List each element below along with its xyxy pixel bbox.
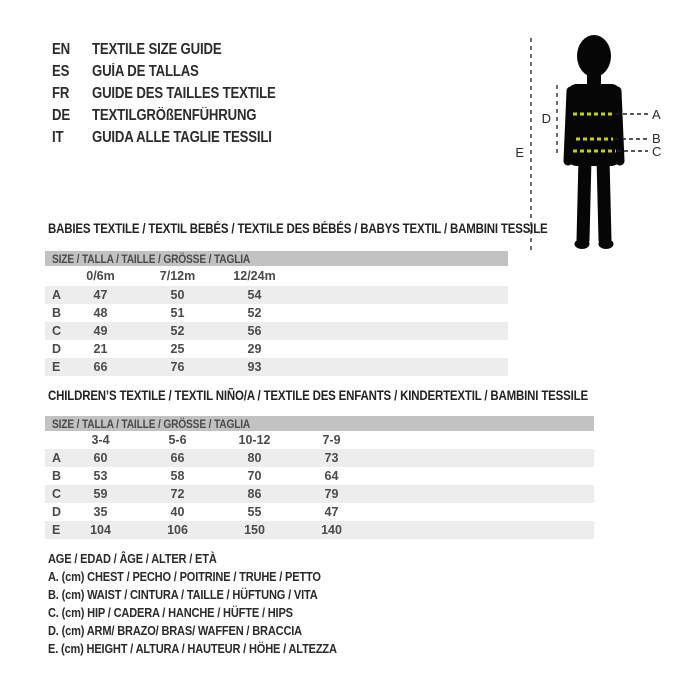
babies-row-E: E 66 76 93 bbox=[45, 358, 508, 376]
babies-row-B: B 48 51 52 bbox=[52, 306, 262, 320]
silhouette-foot-left bbox=[575, 239, 590, 249]
babies-column-header: 7/12m bbox=[159, 269, 196, 283]
figure-label-D: D bbox=[541, 111, 551, 126]
babies-column-header: 12/24m bbox=[233, 269, 276, 283]
language-title: GUIDA ALLE TAGLIE TESSILI bbox=[92, 129, 272, 146]
legend-age: AGE / EDAD / ÂGE / ALTER / ETÀ bbox=[48, 550, 217, 566]
language-row-de bbox=[52, 105, 308, 127]
figure-label-A: A bbox=[652, 107, 661, 122]
babies-table-title: BABIES TEXTILE / TEXTIL BEBÉS / TEXTILE DES BÉBÉS / BABYS TEXTIL / BAMBINI TESSILE bbox=[48, 221, 548, 236]
babies-age-columns-row bbox=[45, 266, 508, 286]
children-size-header-text: SIZE / TALLA / TAILLE / GRÖSSE / TAGLIA bbox=[52, 416, 251, 431]
language-title: GUIDE DES TAILLES TEXTILE bbox=[92, 85, 276, 102]
legend-hip: C. (cm) HIP / CADERA / HANCHE / HÜFTE / HIPS bbox=[48, 604, 293, 620]
children-row-E: E 104 106 150 140 bbox=[45, 521, 594, 539]
babies-column-header: 0/6m bbox=[86, 269, 115, 283]
language-title: TEXTILGRÖßENFÜHRUNG bbox=[92, 107, 257, 124]
babies-row-D: D 21 25 29 bbox=[52, 342, 262, 356]
children-column-header: 7-9 bbox=[322, 433, 341, 447]
language-title: TEXTILE SIZE GUIDE bbox=[92, 41, 222, 58]
language-code: FR bbox=[52, 85, 70, 102]
babies-size-header-bar bbox=[45, 251, 508, 266]
children-table bbox=[45, 431, 594, 539]
silhouette-foot-right bbox=[599, 239, 614, 249]
language-title: GUÍA DE TALLAS bbox=[92, 63, 199, 80]
babies-row-C: C 49 52 56 bbox=[45, 322, 508, 340]
language-row-it bbox=[52, 127, 308, 149]
legend-arm: D. (cm) ARM/ BRAZO/ BRAS/ WAFFEN / BRACCIA bbox=[48, 622, 302, 638]
children-row-A: A 60 66 80 73 bbox=[45, 449, 594, 467]
legend-chest: A. (cm) CHEST / PECHO / POITRINE / TRUHE / PETTO bbox=[48, 568, 321, 584]
language-title-list bbox=[52, 39, 308, 149]
children-row-C: C 59 72 86 79 bbox=[45, 485, 594, 503]
legend-waist: B. (cm) WAIST / CINTURA / TAILLE / HÜFTUNG / VITA bbox=[48, 586, 318, 602]
children-column-header: 10-12 bbox=[238, 433, 271, 447]
children-row-D: D 35 40 55 47 bbox=[52, 505, 339, 519]
children-size-header-bar bbox=[45, 416, 594, 431]
language-code: DE bbox=[52, 107, 70, 124]
language-row-fr bbox=[52, 83, 308, 105]
children-column-header: 5-6 bbox=[168, 433, 187, 447]
silhouette-neck bbox=[587, 70, 601, 86]
figure-label-E: E bbox=[515, 145, 524, 160]
figure-label-C: C bbox=[652, 144, 662, 159]
babies-size-header-text: SIZE / TALLA / TAILLE / GRÖSSE / TAGLIA bbox=[52, 251, 251, 266]
language-code: EN bbox=[52, 41, 70, 58]
children-row-B: B 53 58 70 64 bbox=[52, 469, 339, 483]
children-age-columns-row bbox=[45, 431, 594, 449]
children-column-header: 3-4 bbox=[91, 433, 110, 447]
legend-height: E. (cm) HEIGHT / ALTURA / HAUTEUR / HÖHE / ALTEZZA bbox=[48, 640, 337, 656]
figure-label-B: B bbox=[652, 131, 661, 146]
children-table-title: CHILDREN’S TEXTILE / TEXTIL NIÑO/A / TEXTILE DES ENFANTS / KINDERTEXTIL / BAMBINI TESSILE bbox=[48, 388, 588, 403]
babies-row-A: A 47 50 54 bbox=[45, 286, 508, 304]
measurement-legend bbox=[48, 549, 388, 657]
babies-table bbox=[45, 266, 508, 376]
language-row-en bbox=[52, 39, 308, 61]
child-silhouette bbox=[566, 35, 622, 249]
language-code: ES bbox=[52, 63, 70, 80]
language-code: IT bbox=[52, 129, 64, 146]
language-row-es bbox=[52, 61, 308, 83]
